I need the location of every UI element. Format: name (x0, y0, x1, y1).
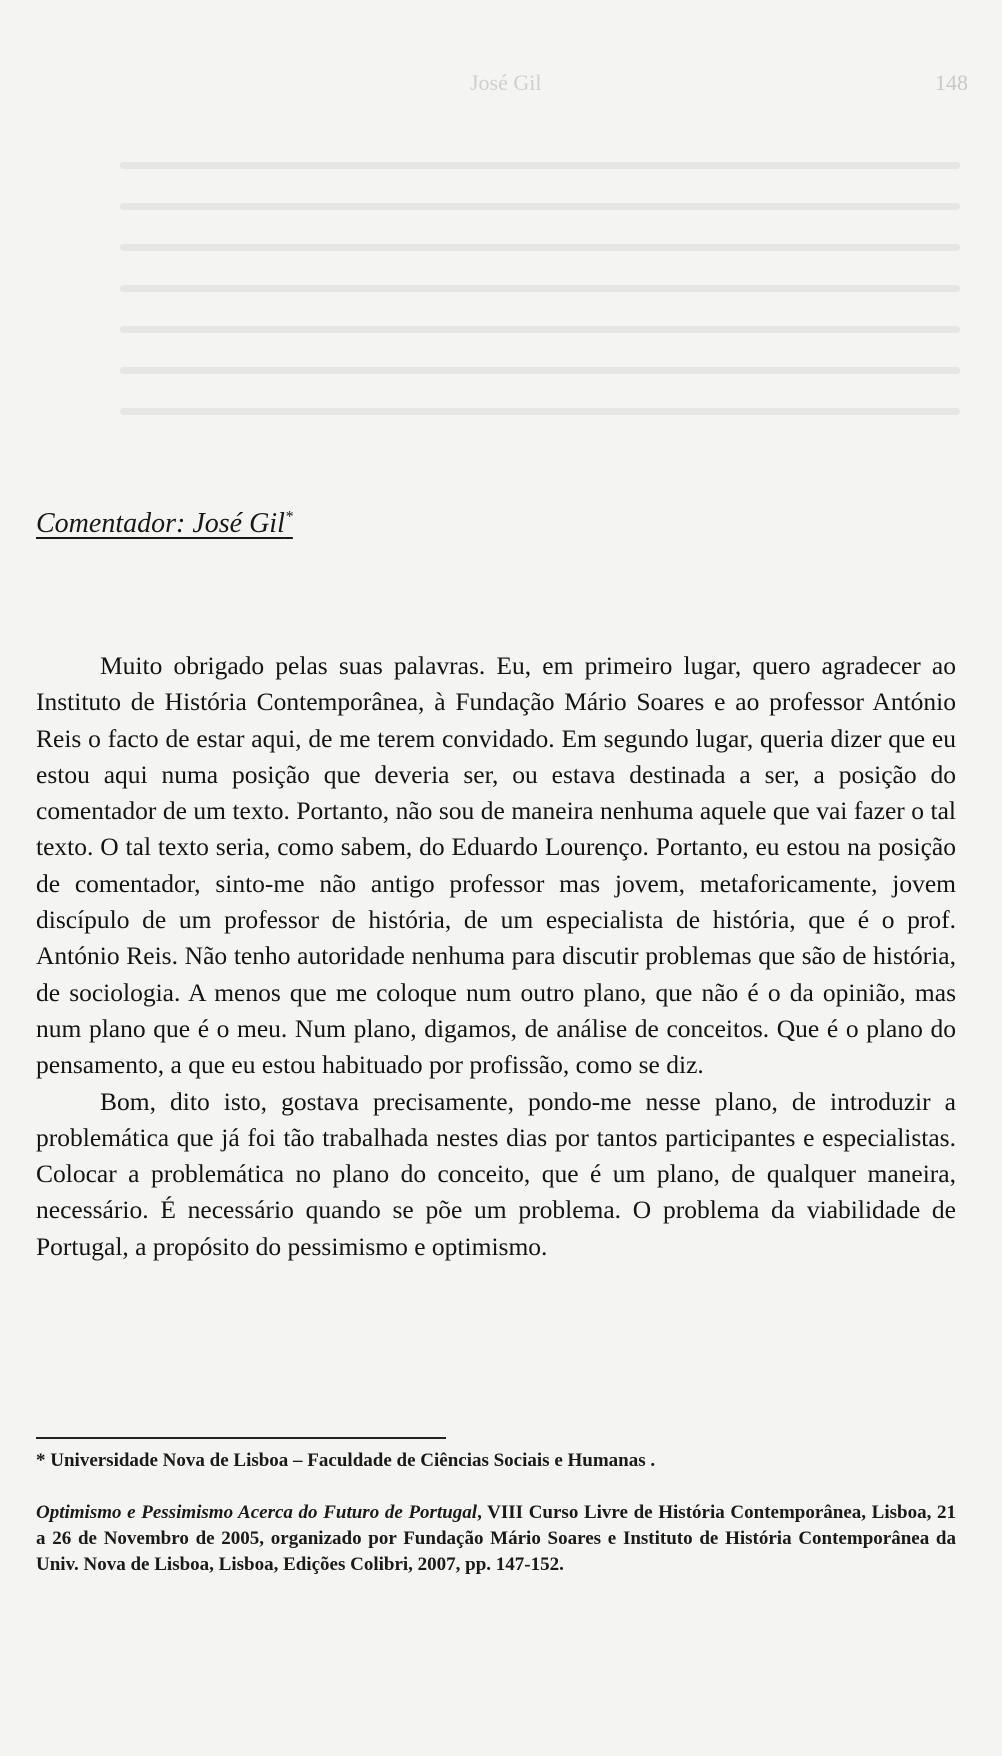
running-title: José Gil (470, 70, 542, 95)
footnote-marker: * (284, 508, 293, 526)
bleed-through-line (120, 285, 960, 292)
citation (36, 1500, 956, 1578)
bleed-through-line (120, 203, 960, 210)
citation-title: Optimismo e Pessimismo Acerca do Futuro de Portugal (36, 1502, 478, 1523)
bleed-through-line (120, 326, 960, 333)
body-text (36, 648, 956, 1265)
footnote-divider (36, 1437, 446, 1439)
paragraph: Muito obrigado pelas suas palavras. Eu, em primeiro lugar, quero agradecer ao Instituto de História Contemporânea, à Fundação Mário Soares e ao professor António Reis o facto de estar aqui, de me terem convidado. Em segundo lugar, queria dizer que eu estou aqui numa posição que deveria ser, ou estava destinada a ser, a posição do comentador de um texto. Portanto, não sou de maneira nenhuma aquele que vai fazer o tal texto. O tal texto seria, como sabem, do Eduardo Lourenço. Portanto, eu estou na posição de comentador, sinto-me não antigo professor mas jovem, metaforicamente, jovem discípulo de um professor de história, de um especialista de história, que é o prof. António Reis. Não tenho autoridade nenhuma para discutir problemas que são de história, de sociologia. A menos que me coloque num outro plano, que não é o da opinião, mas num plano que é o meu. Num plano, digamos, de análise de conceitos. Que é o plano do pensamento, a que eu estou habituado por profissão, como se diz. (36, 651, 956, 1080)
bleed-through-line (120, 367, 960, 374)
bleed-through-line (120, 408, 960, 415)
bleed-through-line (120, 162, 960, 169)
heading-label: Comentador: José Gil (36, 508, 285, 539)
bleed-through-line (120, 244, 960, 251)
citation-details: , VIII Curso Livre de História Contemporânea, Lisboa, 21 a 26 de Novembro de 2005, organizado por Fundação Mário Soares e Instituto de História Contemporânea da Univ. Nova de Lisboa, Lisboa, Edições Colibri, 2007, pp. 147-152. (36, 1502, 956, 1575)
paragraph: Bom, dito isto, gostava precisamente, pondo-me nesse plano, de introduzir a problemática que já foi tão trabalhada nestes dias por tantos participantes e especialistas. Colocar a problemática no plano do conceito, que é um plano, de qualquer maneira, necessário. É necessário quando se põe um problema. O problema da viabilidade de Portugal, a propósito do pessimismo e optimismo. (36, 1086, 956, 1261)
footnote: * Universidade Nova de Lisboa – Faculdade de Ciências Sociais e Humanas . (36, 1450, 656, 1471)
commentator-heading (36, 508, 293, 540)
page-number: 148 (935, 70, 968, 95)
